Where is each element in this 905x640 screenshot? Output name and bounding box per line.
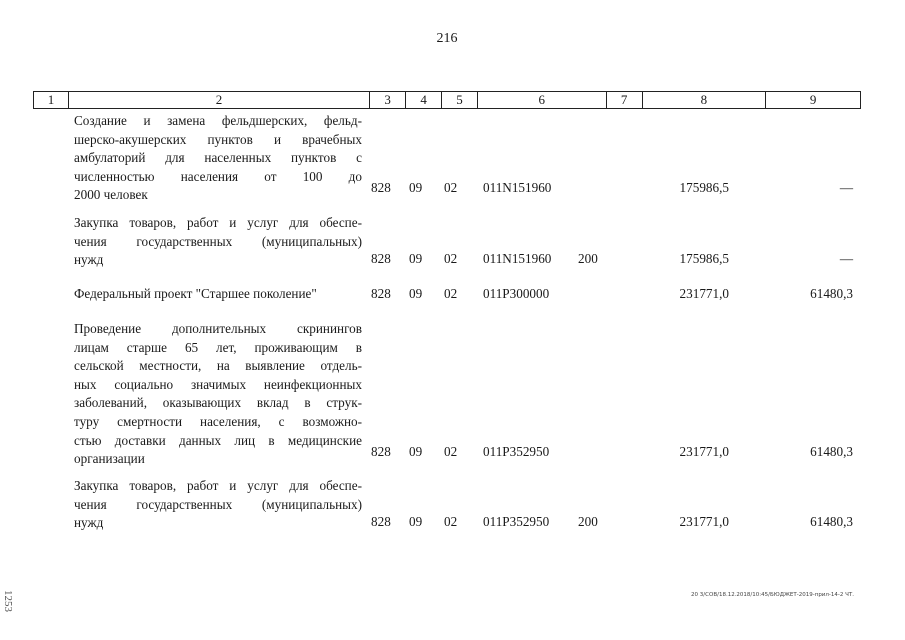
section-code: 09 [409, 251, 423, 266]
subsection-code: 02 [444, 514, 458, 529]
header-col-1: 1 [34, 92, 69, 108]
target-article-code: 011N151960 [483, 251, 552, 266]
description-line: Закупка товаров, работ и услуг для обеспе- [74, 478, 362, 493]
header-col-4: 4 [406, 92, 442, 108]
description-line: сельской местности, на выявление отдель- [74, 358, 362, 374]
subsection-code: 02 [444, 251, 458, 266]
section-code: 09 [409, 444, 423, 459]
sum-2019: 175986,5 [679, 180, 729, 195]
section-code: 09 [409, 514, 423, 529]
description-line: Создание и замена фельдшерских, фельд- [74, 113, 362, 128]
ministry-code: 828 [371, 251, 391, 266]
target-article-code: 011N151960 [483, 180, 552, 195]
header-col-8: 8 [643, 92, 767, 108]
description-line: чения государственных (муниципальных) [74, 496, 362, 512]
description-line: стью доставки данных лиц в медицинские [74, 432, 362, 448]
description-line: заболеваний, оказывающих вклад в струк- [74, 395, 362, 411]
description-line: ных социально значимых неинфекционных [74, 376, 362, 392]
description-line: Закупка товаров, работ и услуг для обеспе- [74, 215, 362, 230]
target-article-code: 011P300000 [483, 286, 550, 301]
row-description [74, 477, 362, 533]
ministry-code: 828 [371, 444, 391, 459]
description-line: амбулаторий для населенных пунктов с [74, 150, 362, 166]
subsection-code: 02 [444, 444, 458, 459]
sum-2019: 175986,5 [679, 251, 729, 266]
expense-type-code: 200 [578, 514, 598, 529]
row-description [74, 285, 362, 304]
margin-page-mark: 1253 [2, 590, 14, 612]
subsection-code: 02 [444, 286, 458, 301]
header-col-2: 2 [69, 92, 370, 108]
description-line: лицам старше 65 лет, проживающим в [74, 339, 362, 355]
sum-2020: — [839, 180, 853, 195]
sum-2020: 61480,3 [810, 286, 853, 301]
row-description [74, 320, 362, 469]
section-code: 09 [409, 286, 423, 301]
description-line: шерско-акушерских пунктов и врачебных [74, 131, 362, 147]
description-line: чения государственных (муниципальных) [74, 233, 362, 249]
description-line: численностью населения от 100 до [74, 168, 362, 184]
sum-2019: 231771,0 [679, 444, 729, 459]
ministry-code: 828 [371, 180, 391, 195]
sum-2020: 61480,3 [810, 444, 853, 459]
row-description [74, 214, 362, 270]
page-number: 216 [436, 31, 458, 46]
sum-2019: 231771,0 [679, 514, 729, 529]
description-line: нужд [74, 252, 104, 268]
description-line: Проведение дополнительных скринингов [74, 321, 362, 336]
header-col-7: 7 [607, 92, 643, 108]
description-line: 2000 человек [74, 187, 148, 203]
row-description [74, 112, 362, 205]
expense-type-code: 200 [578, 251, 598, 266]
header-col-6: 6 [478, 92, 607, 108]
ministry-code: 828 [371, 514, 391, 529]
description-line: нужд [74, 515, 104, 531]
sum-2020: 61480,3 [810, 514, 853, 529]
document-footer-code: 20 3/СОВ/18.12.2018/10:45/БЮДЖЕТ-2019-прил-14-2 ЧТ. [691, 592, 854, 598]
section-code: 09 [409, 180, 423, 195]
ministry-code: 828 [371, 286, 391, 301]
column-number-header [33, 91, 861, 109]
target-article-code: 011P352950 [483, 514, 550, 529]
description-line: организации [74, 451, 145, 467]
sum-2019: 231771,0 [679, 286, 729, 301]
header-col-5: 5 [442, 92, 478, 108]
header-col-9: 9 [809, 92, 817, 107]
description-line: туру смертности населения, с возможно- [74, 413, 362, 429]
sum-2020: — [839, 251, 853, 266]
subsection-code: 02 [444, 180, 458, 195]
target-article-code: 011P352950 [483, 444, 550, 459]
header-col-3: 3 [370, 92, 406, 108]
description-line: Федеральный проект "Старшее поколение" [74, 286, 317, 301]
